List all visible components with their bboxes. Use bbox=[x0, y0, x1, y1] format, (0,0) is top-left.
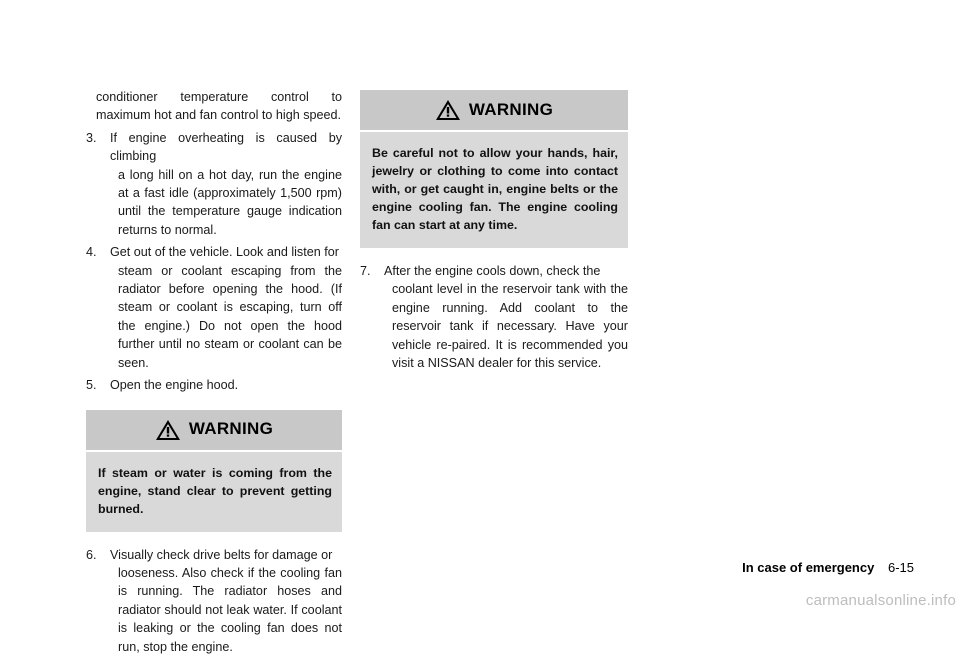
step-text-first: After the engine cools down, check the bbox=[384, 264, 601, 278]
step-text-rest: looseness. Also check if the cooling fan is running. The radiator hoses and radiator should not leak water. If coolant is leaking or the cooling fan does not run, stop the engine. bbox=[118, 565, 342, 654]
step-3 bbox=[86, 129, 342, 239]
step-text bbox=[110, 546, 342, 656]
step-text bbox=[110, 129, 342, 239]
step-7 bbox=[360, 262, 628, 372]
warning-text: If steam or water is coming from the engine, stand clear to prevent getting burned. bbox=[86, 452, 342, 532]
page-footer bbox=[742, 560, 914, 575]
step-text bbox=[110, 376, 342, 394]
step-6 bbox=[86, 546, 342, 656]
step-number: 7. bbox=[360, 264, 371, 278]
left-column bbox=[86, 88, 342, 656]
warning-box-fan bbox=[360, 90, 628, 248]
warning-text: Be careful not to allow your hands, hair, jewelry or clothing to come into contact with, or get caught in, engine belts or the engine cooling fan. The engine cooling fan can start at any time. bbox=[360, 132, 628, 248]
step-text-first: Get out of the vehicle. Look and listen for bbox=[110, 245, 339, 260]
step-text bbox=[384, 262, 628, 372]
step-text-rest: a long hill on a hot day, run the engine at a fast idle (approximately 1,500 rpm) until the temperature gauge indication returns to normal. bbox=[118, 167, 342, 237]
warning-title: WARNING bbox=[468, 99, 554, 119]
step-number: 5. bbox=[86, 378, 97, 393]
step-text-rest: steam or coolant escaping from the radiator before opening the hood. (If steam or coolant is escaping, turn off the engine.) Do not open the hood further until no steam or coolant can be seen. bbox=[118, 263, 342, 370]
warning-header bbox=[360, 90, 628, 132]
right-column bbox=[360, 90, 628, 372]
step-text bbox=[110, 243, 342, 372]
page-number: 6-15 bbox=[887, 560, 914, 575]
warning-box-steam bbox=[86, 410, 342, 532]
step-text-rest: coolant level in the reservoir tank with the engine running. Add coolant to the reservoir tank if necessary. Have your vehicle re-paired. It is recommended you visit a NISSAN dealer for this service. bbox=[392, 282, 628, 371]
step-number: 6. bbox=[86, 547, 97, 562]
step-text-first: Visually check drive belts for damage or bbox=[110, 547, 333, 562]
warning-triangle-icon bbox=[155, 419, 181, 441]
watermark: carmanualsonline.info bbox=[805, 592, 956, 609]
step-4 bbox=[86, 243, 342, 372]
warning-title: WARNING bbox=[188, 419, 274, 439]
step-text-first: If engine overheating is caused by climbing bbox=[110, 130, 342, 164]
continuation-text: conditioner temperature control to maximum hot and fan control to high speed. bbox=[96, 90, 342, 123]
warning-header bbox=[86, 410, 342, 452]
step-5 bbox=[86, 376, 342, 394]
section-title: In case of emergency bbox=[742, 560, 875, 575]
step-number: 4. bbox=[86, 245, 97, 260]
step-text-first: Open the engine hood. bbox=[110, 378, 239, 393]
step-number: 3. bbox=[86, 130, 97, 145]
warning-triangle-icon bbox=[435, 99, 461, 121]
